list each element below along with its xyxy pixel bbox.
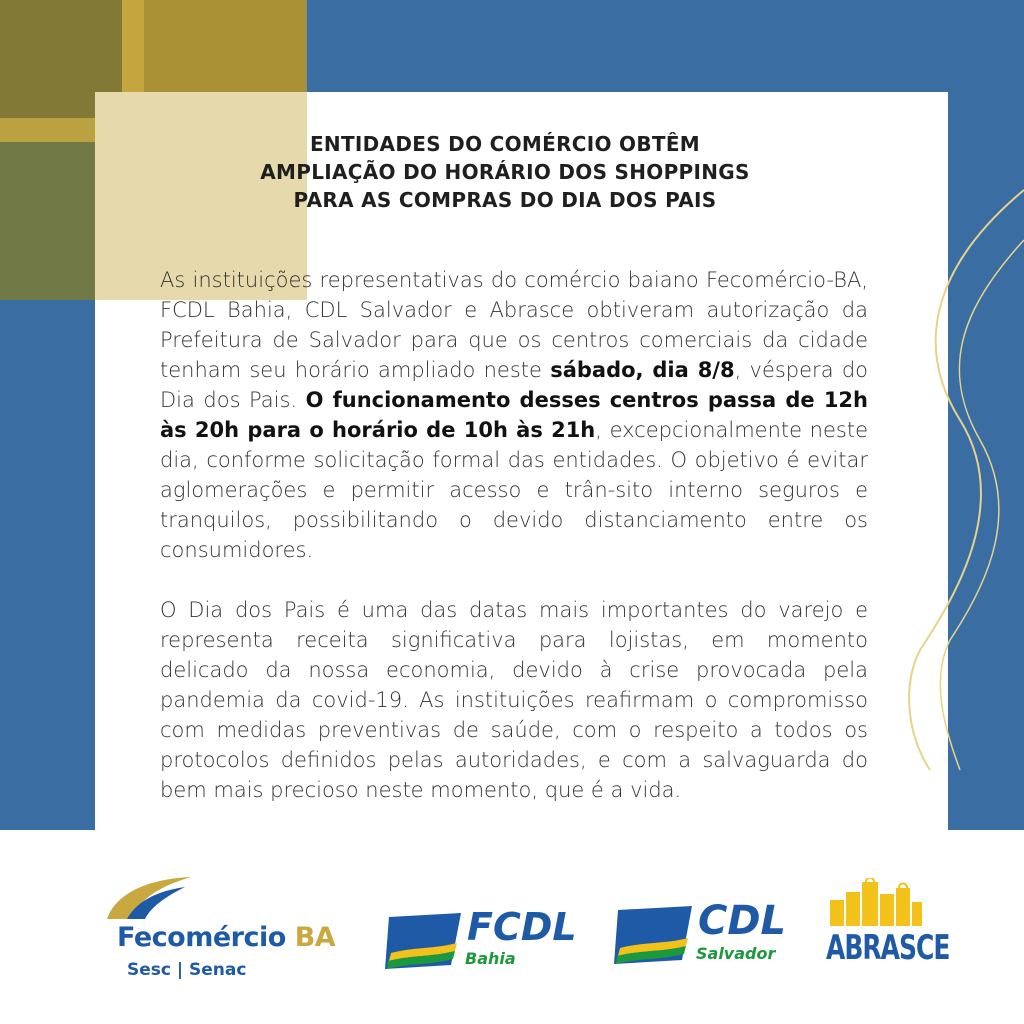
fecomercio-logo xyxy=(105,875,355,985)
decorative-curves xyxy=(900,170,1024,770)
highlight-hours: O funcionamento desses centros passa de 12h às 20h para o horário de 10h às 21h xyxy=(160,388,868,442)
headline-line-1: ENTIDADES DO COMÉRCIO OBTÊM xyxy=(309,132,701,156)
headline-line-2: AMPLIAÇÃO DO HORÁRIO DOS SHOPPINGS xyxy=(260,160,750,184)
fecomercio-swoosh-icon xyxy=(105,875,195,923)
paragraph-1: As instituições representativas do comércio baiano Fecomércio-BA, FCDL Bahia, CDL Salvador e Abrasce obtiveram autorização da Prefeitura de Salvador para que os centros comerciais da cidade tenham seu horário ampliado neste sábado, dia 8/8, véspera do Dia dos Pais. O funcionamento desses centros passa de 12h às 20h para o horário de 10h às 21h, excepcionalmente neste dia, conforme solicitação formal das entidades. O objetivo é evitar aglomerações e permitir acesso e trân-sito interno seguros e tranquilos, possibilitando o devido distanciamento entre os consumidores. xyxy=(160,268,868,562)
cdl-sub: Salvador xyxy=(696,944,776,963)
fecomercio-name: Fecomércio xyxy=(117,922,286,953)
headline xyxy=(150,130,860,214)
headline-line-3: PARA AS COMPRAS DO DIA DOS PAIS xyxy=(293,188,717,212)
logo-footer xyxy=(0,860,1024,1024)
cdl-logo xyxy=(614,898,794,973)
cdl-name: CDL xyxy=(698,898,787,944)
fecomercio-sub: Sesc | Senac xyxy=(127,960,247,980)
fecomercio-region: BA xyxy=(294,922,336,953)
cdl-flag-icon xyxy=(614,906,694,964)
paragraph-2: O Dia dos Pais é uma das datas mais importantes do varejo e representa receita significativa para lojistas, em momento delicado da nossa economia, devido à crise provocada pela pandemia da covid-19. As instituições reafirmam o compromisso com medidas preventivas de saúde, com o respeito a todos os protocolos definidos pelas autoridades, e com a salvaguarda do bem mais precioso neste momento, que é a vida. xyxy=(160,598,868,802)
gold-corner-block-top xyxy=(122,0,307,100)
fcdl-name: FCDL xyxy=(467,905,577,949)
fcdl-sub: Bahia xyxy=(465,949,516,968)
green-corner-block xyxy=(0,118,110,300)
shopping-bags-icon xyxy=(828,878,923,928)
abrasce-logo xyxy=(826,878,950,973)
abrasce-name: ABRASCE xyxy=(826,928,950,968)
fcdl-flag-icon xyxy=(385,913,463,969)
fcdl-logo xyxy=(385,905,585,975)
article-body xyxy=(160,265,868,805)
highlight-date: sábado, dia 8/8 xyxy=(550,358,735,382)
